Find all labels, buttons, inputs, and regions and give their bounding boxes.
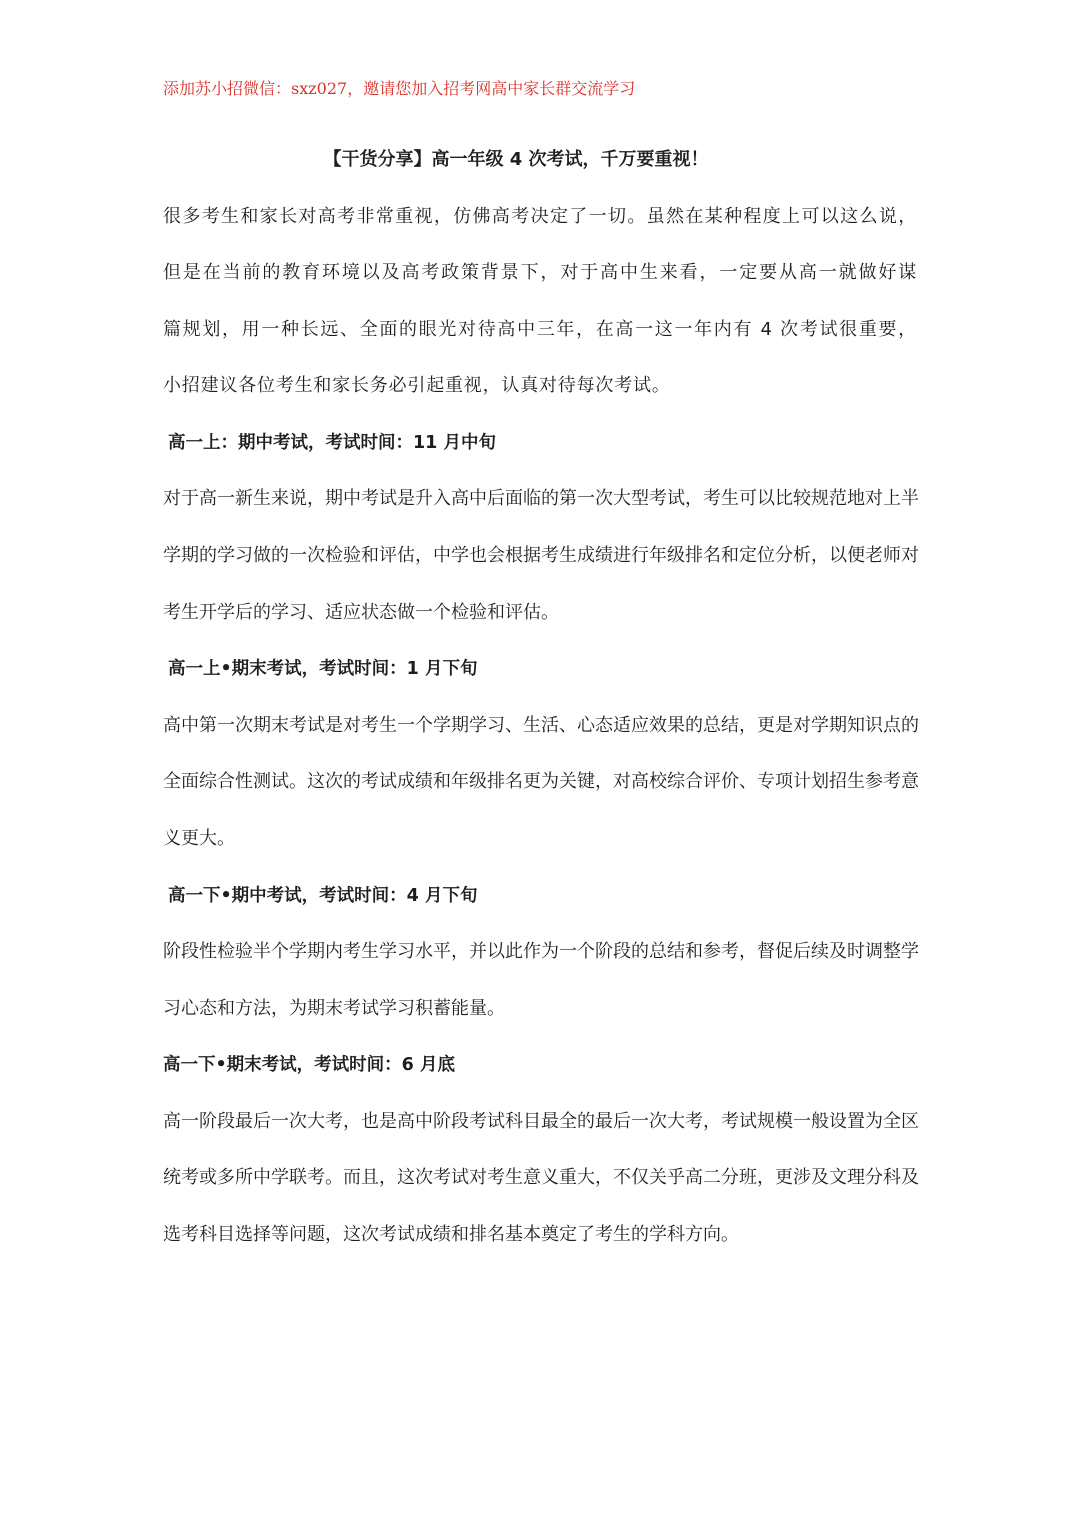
intro-paragraph	[163, 189, 917, 415]
paragraph-line: 很多考生和家长对高考非常重视，仿佛高考决定了一切。虽然在某种程度上可以这么说，	[163, 205, 917, 227]
paragraph-line: 高一阶段最后一次大考，也是高中阶段考试科目最全的最后一次大考，考试规模一般设置为全区	[163, 1110, 919, 1132]
section-heading: 高一上：期中考试，考试时间：11 月中旬	[168, 432, 496, 453]
document-body	[163, 132, 917, 1264]
section-heading: 高一上•期末考试，考试时间：1 月下旬	[168, 659, 478, 680]
paragraph-line: 但是在当前的教育环境以及高考政策背景下，对于高中生来看，一定要从高一就做好谋	[163, 262, 917, 284]
section-midterm-first-semester	[163, 415, 917, 641]
paragraph-line: 义更大。	[163, 827, 235, 849]
section-final-second-semester	[163, 1037, 917, 1263]
paragraph-line: 阶段性检验半个学期内考生学习水平，并以此作为一个阶段的总结和参考，督促后续及时调整学	[163, 941, 919, 963]
document-title: 【干货分享】高一年级 4 次考试，千万要重视！	[323, 149, 709, 170]
paragraph-line: 统考或多所中学联考。而且，这次考试对考生意义重大，不仅关乎高二分班，更涉及文理分科及	[163, 1167, 919, 1189]
paragraph-line: 全面综合性测试。这次的考试成绩和年级排名更为关键，对高校综合评价、专项计划招生参考意	[163, 771, 919, 793]
section-midterm-second-semester	[163, 868, 917, 1038]
paragraph-line: 篇规划，用一种长远、全面的眼光对待高中三年，在高一这一年内有 4 次考试很重要，	[163, 318, 917, 340]
paragraph-line: 选考科目选择等问题，这次考试成绩和排名基本奠定了考生的学科方向。	[163, 1223, 739, 1245]
header-note: 添加苏小招微信：sxz027，邀请您加入招考网高中家长群交流学习	[163, 79, 636, 98]
paragraph-line: 小招建议各位考生和家长务必引起重视，认真对待每次考试。	[163, 375, 671, 397]
section-heading: 高一下•期中考试，考试时间：4 月下旬	[168, 885, 478, 906]
paragraph-line: 对于高一新生来说，期中考试是升入高中后面临的第一次大型考试，考生可以比较规范地对上半	[163, 488, 919, 510]
paragraph-line: 考生开学后的学习、适应状态做一个检验和评估。	[163, 601, 559, 623]
paragraph-line: 高中第一次期末考试是对考生一个学期学习、生活、心态适应效果的总结，更是对学期知识点的	[163, 714, 919, 736]
paragraph-line: 学期的学习做的一次检验和评估，中学也会根据考生成绩进行年级排名和定位分析，以便老师对	[163, 545, 919, 567]
paragraph-line: 习心态和方法，为期末考试学习积蓄能量。	[163, 997, 505, 1019]
section-final-first-semester	[163, 641, 917, 867]
section-heading: 高一下•期末考试，考试时间：6 月底	[163, 1055, 455, 1076]
